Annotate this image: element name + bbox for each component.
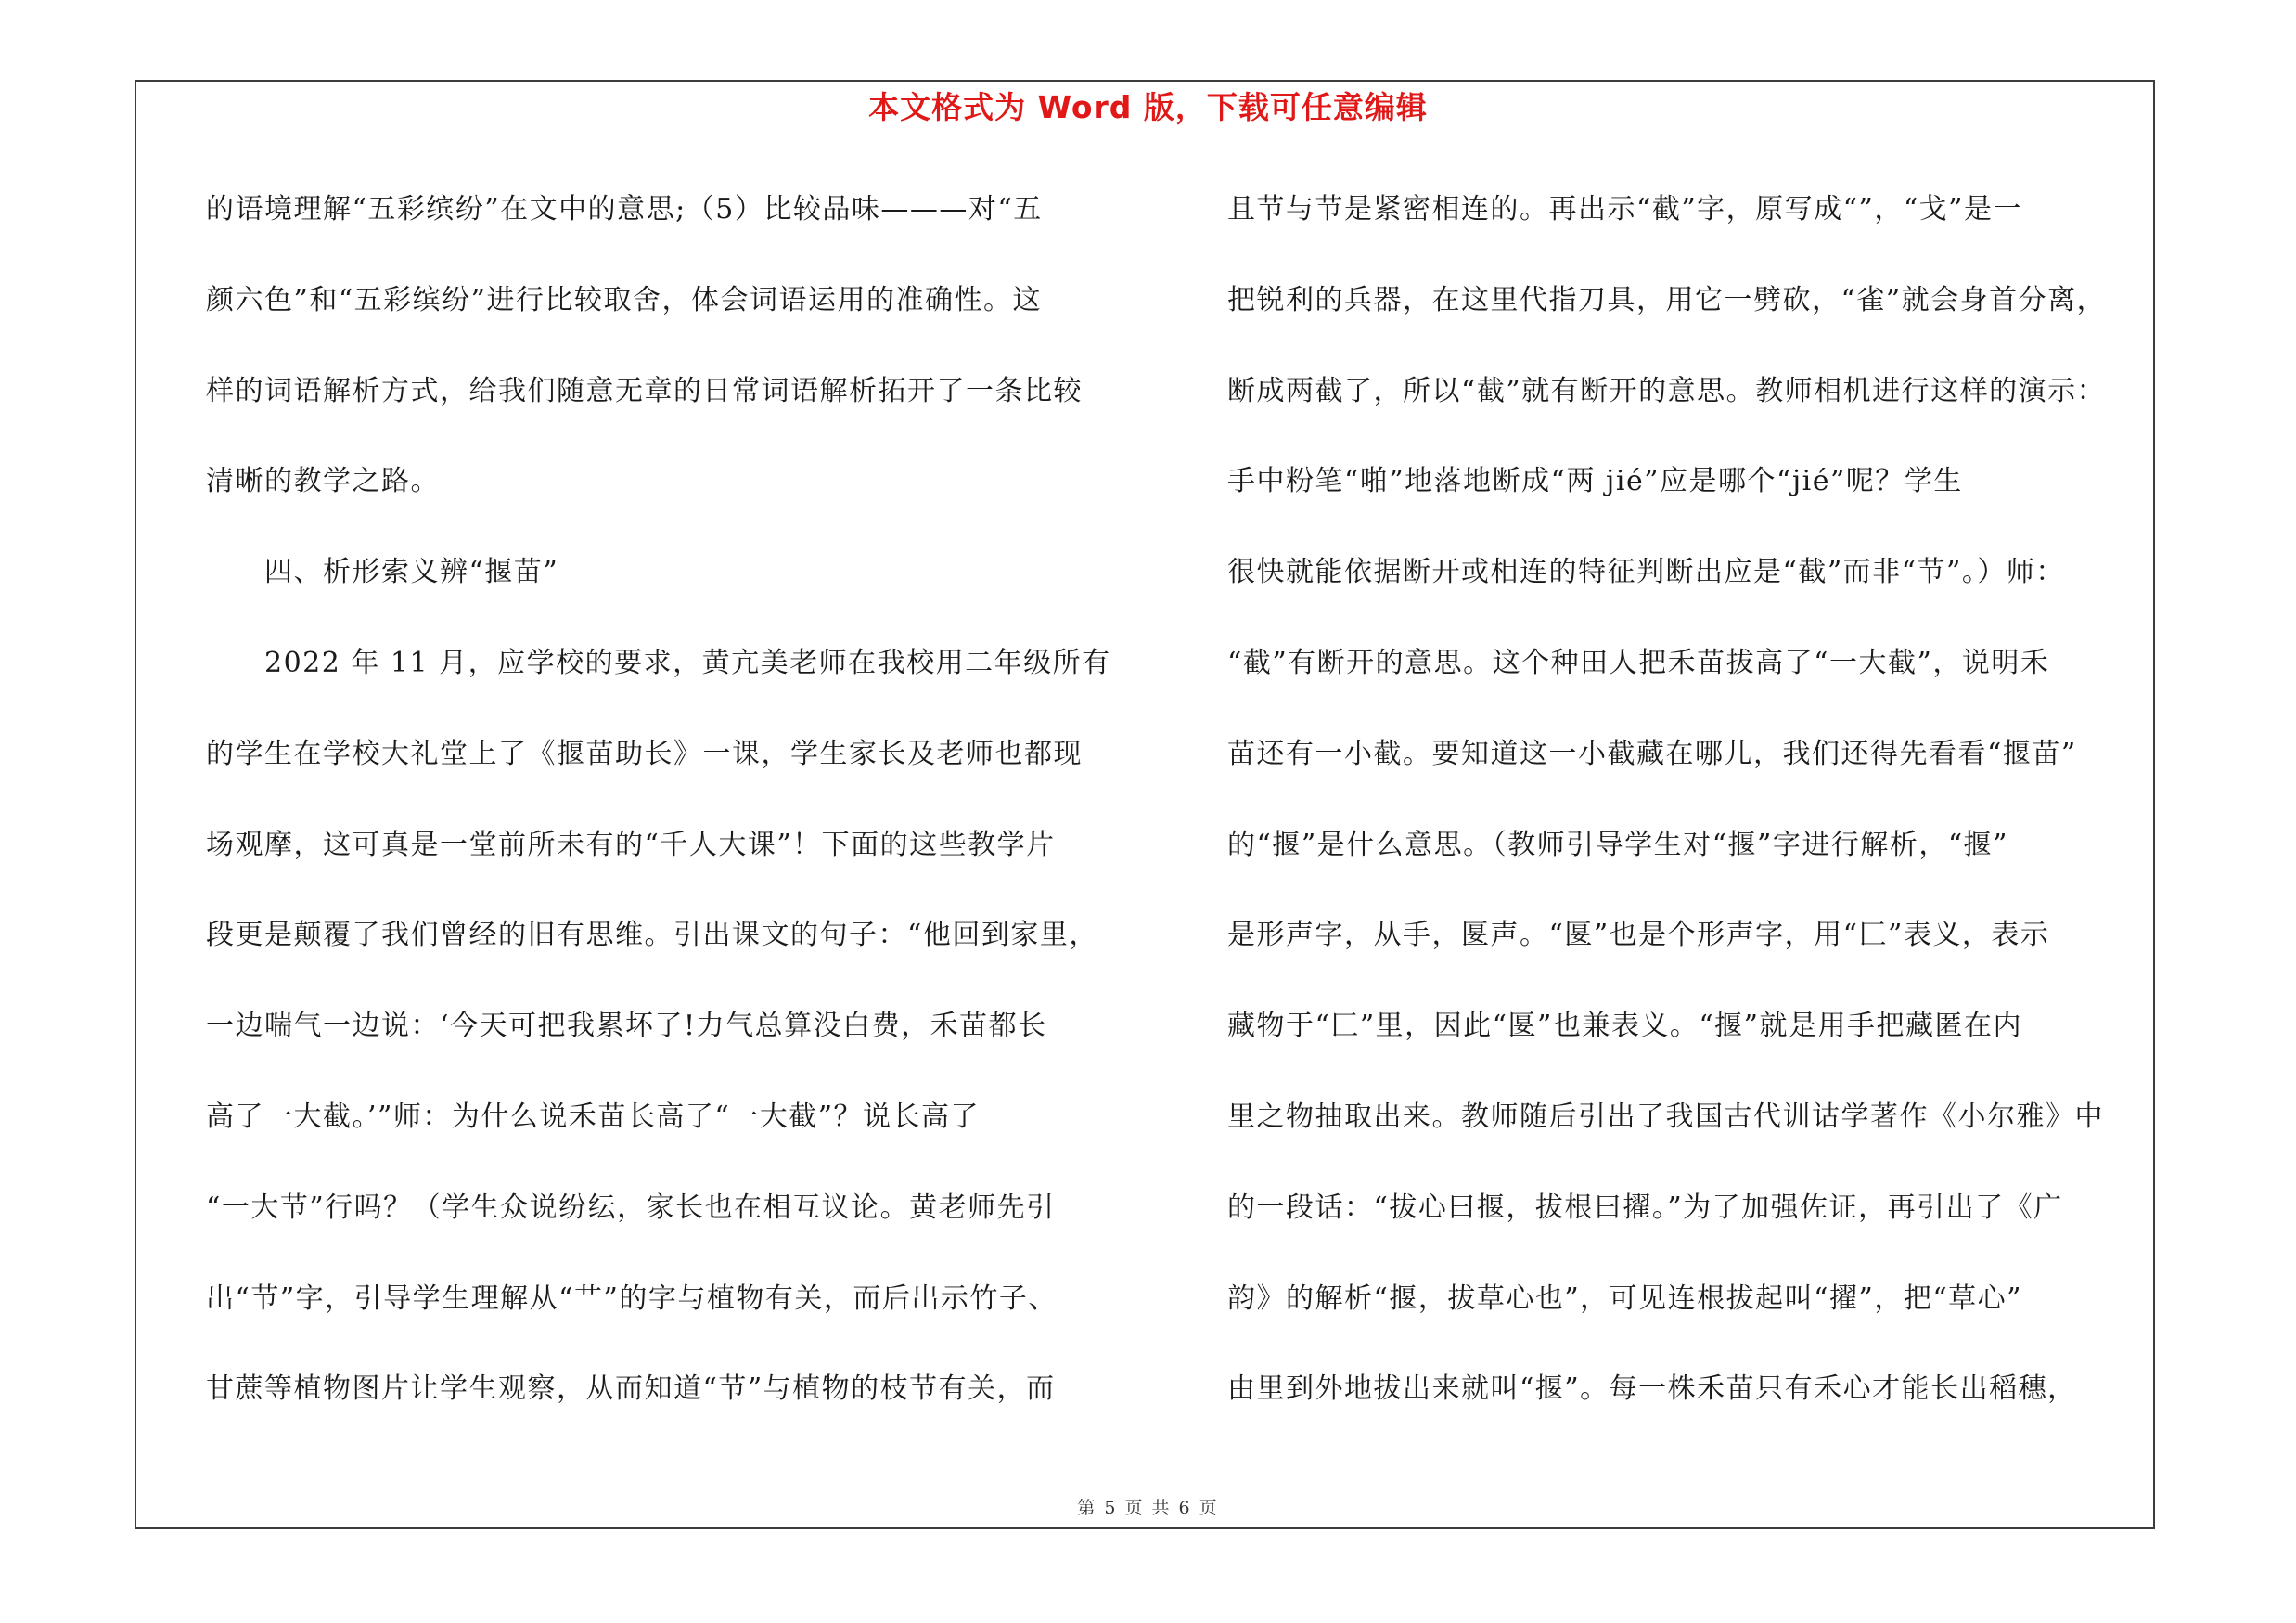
text-line: 里之物抽取出来。教师随后引出了我国古代训诂学著作《小尔雅》中 [1227,1100,2104,1133]
text-line: 藏物于“匚”里，因此“匽”也兼表义。“揠”就是用手把藏匿在内 [1227,1010,2023,1043]
text-line: 清晰的教学之路。 [206,465,440,498]
text-line: “截”有断开的意思。这个种田人把禾苗拔高了“一大截”，说明禾 [1227,646,2050,679]
page-number: 第 5 页 共 6 页 [1077,1498,1219,1518]
section-heading: 四、析形索义辨“揠苗” [206,556,559,589]
text-line: 一边喘气一边说：‘今天可把我累坏了!力气总算没白费，禾苗都长 [206,1010,1047,1043]
text-line: 且节与节是紧密相连的。再出示“截”字，原写成“”，“戈”是一 [1227,193,2023,225]
text-line: 甘蔗等植物图片让学生观察，从而知道“节”与植物的枝节有关，而 [206,1372,1056,1406]
text-line: 2022 年 11 月，应学校的要求，黄亢美老师在我校用二年级所有 [206,646,1111,679]
format-banner: 本文格式为 Word 版，下载可任意编辑 [868,89,1428,125]
text-line: 断成两截了，所以“截”就有断开的意思。教师相机进行这样的演示： [1227,374,2107,407]
text-line: 的“揠”是什么意思。（教师引导学生对“揠”字进行解析，“揠” [1227,828,2009,861]
text-line: 场观摩，这可真是一堂前所未有的“千人大课”！下面的这些教学片 [206,828,1056,861]
text-line: 很快就能依据断开或相连的特征判断出应是“截”而非“节”。）师： [1227,556,2065,589]
text-line: 韵》的解析“揠，拔草心也”，可见连根拔起叫“擢”，把“草心” [1227,1282,2023,1315]
text-line: 出“节”字，引导学生理解从“艹”的字与植物有关，而后出示竹子、 [206,1282,1058,1315]
text-line: 段更是颠覆了我们曾经的旧有思维。引出课文的句子：“他回到家里， [206,919,1098,952]
right-column [1227,182,2164,1452]
text-line: 颜六色”和“五彩缤纷”进行比较取舍，体会词语运用的准确性。这 [206,283,1043,316]
text-line: 样的词语解析方式，给我们随意无章的日常词语解析拓开了一条比较 [206,374,1083,407]
text-line: 是形声字，从手，匽声。“匽”也是个形声字，用“匚”表义，表示 [1227,919,2050,952]
text-line: “一大节”行吗？（学生众说纷纭，家长也在相互议论。黄老师先引 [206,1191,1056,1224]
text-line: 高了一大截。’”师：为什么说禾苗长高了“一大截”？说长高了 [206,1100,981,1133]
text-line: 的一段话：“拔心曰揠，拔根曰擢。”为了加强佐证，再引出了《广 [1227,1191,2063,1224]
text-line: 的学生在学校大礼堂上了《揠苗助长》一课，学生家长及老师也都现 [206,737,1083,770]
text-line: 把锐利的兵器，在这里代指刀具，用它一劈砍，“雀”就会身首分离， [1227,283,2107,316]
left-column [206,182,1134,1452]
text-line: 手中粉笔“啪”地落地断成“两 jié”应是哪个“jié”呢？学生 [1227,465,1963,498]
text-line: 的语境理解“五彩缤纷”在文中的意思;（5）比较品味———对“五 [206,193,1043,225]
text-line: 由里到外地拔出来就叫“揠”。每一株禾苗只有禾心才能长出稻穗， [1227,1372,2077,1406]
text-line: 苗还有一小截。要知道这一小截藏在哪儿，我们还得先看看“揠苗” [1227,737,2077,770]
